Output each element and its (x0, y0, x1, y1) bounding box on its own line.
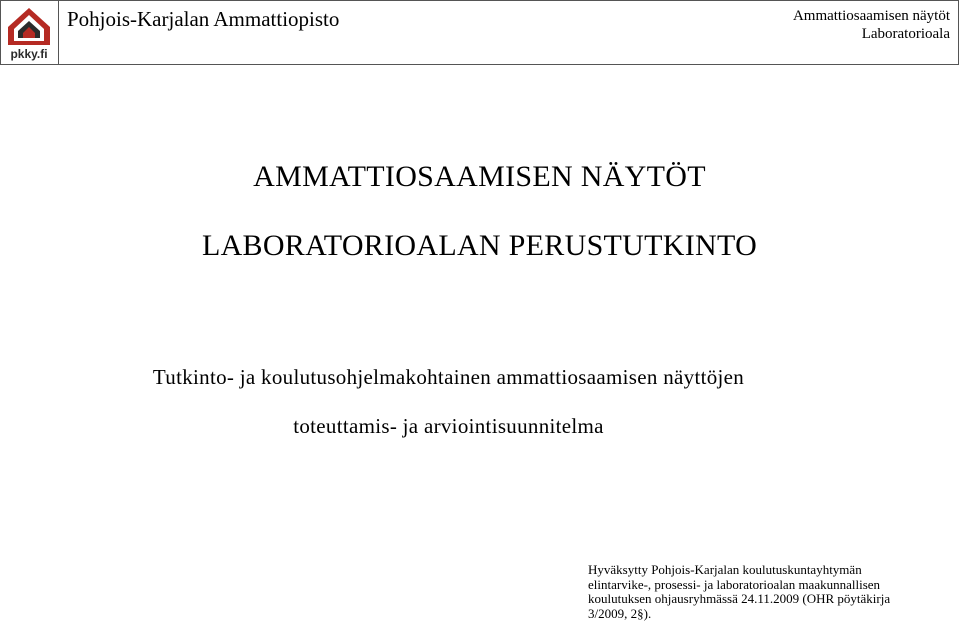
subtitle-line-2: toteuttamis- ja arviointisuunnitelma (293, 414, 604, 438)
header-right-text (793, 7, 950, 43)
approval-line-4: 3/2009, 2§). (588, 605, 652, 621)
main-title-line-2: LABORATORIOALAN PERUSTUTKINTO (201, 229, 758, 262)
subtitle-line-1: Tutkinto- ja koulutusohjelmakohtainen ammattiosaamisen näyttöjen (152, 365, 745, 389)
header-right-line-2: Laboratorioala (861, 26, 950, 42)
approval-note (588, 563, 890, 621)
main-title-line-1: AMMATTIOSAAMISEN NÄYTÖT (253, 160, 706, 193)
approval-line-2: elintarvike-, prosessi- ja laboratorioalan maakunnallisen (588, 576, 881, 592)
pkky-logo (5, 5, 53, 61)
document-header (0, 0, 959, 65)
logo-box (1, 1, 59, 64)
organization-name: Pohjois-Karjalan Ammattiopisto (67, 7, 340, 31)
approval-line-3: koulutuksen ohjausryhmässä 24.11.2009 (OHR pöytäkirja (588, 591, 891, 606)
logo-text: pkky.fi (10, 47, 48, 61)
header-right-line-1: Ammattiosaamisen näytöt (792, 8, 950, 24)
approval-line-1: Hyväksytty Pohjois-Karjalan koulutuskuntayhtymän (588, 562, 862, 577)
